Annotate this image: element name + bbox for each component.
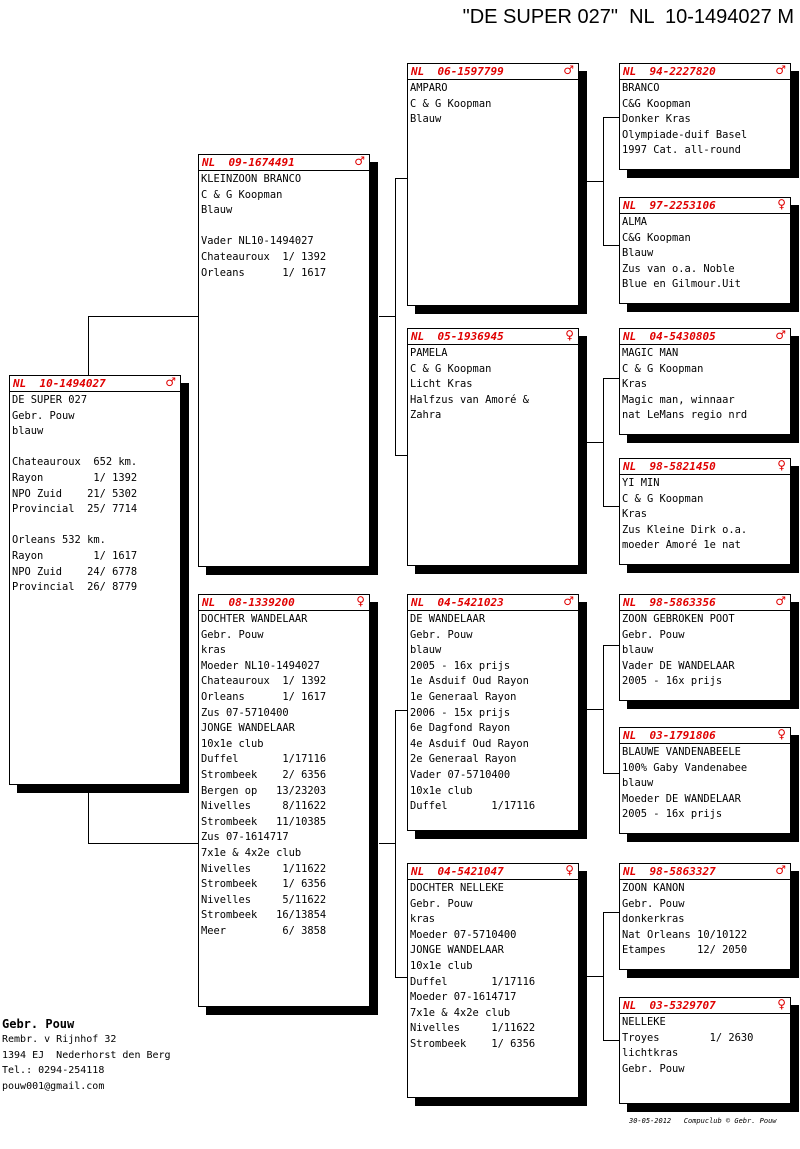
connector-line — [603, 645, 620, 646]
pigeon-info-line: Blauw — [201, 204, 233, 217]
connector-line — [603, 378, 620, 379]
ring-number: NL 03-1791806 — [623, 729, 716, 742]
card-body — [620, 475, 790, 554]
male-symbol-icon: ♂ — [775, 863, 786, 877]
pigeon-info-line: Strombeek 11/10385 — [201, 815, 327, 828]
pigeon-info-line: 6e Dagfond Rayon — [410, 722, 511, 735]
pigeon-info-line: Troyes 1/ 2630 — [622, 1031, 754, 1044]
female-symbol-icon: ♀ — [565, 328, 574, 342]
connector-line — [603, 1040, 620, 1041]
card-body — [620, 80, 790, 159]
male-symbol-icon: ♂ — [775, 328, 786, 342]
connector-line — [88, 316, 200, 317]
connector-line — [88, 843, 200, 844]
pigeon-info-line: PAMELA — [410, 347, 448, 359]
pigeon-info-line: donkerkras — [622, 913, 685, 926]
pigeon-info-line: DE WANDELAAR — [410, 613, 486, 625]
footer-credit: 30-05-2012 Compuclub © Gebr. Pouw — [629, 1117, 777, 1125]
pigeon-info-line: Donker Kras — [622, 113, 691, 126]
pigeon-info-line: Meer 6/ 3858 — [201, 924, 327, 937]
pigeon-info-line: Nivelles 1/11622 — [201, 862, 327, 875]
card-header — [199, 595, 369, 611]
pigeon-info-line: kras — [410, 913, 436, 926]
ring-number: NL 10-1494027 — [13, 377, 106, 390]
pigeon-info-line: Orleans 532 km. — [12, 534, 106, 547]
pigeon-info-line: Gebr. Pouw — [622, 1062, 685, 1075]
card-body — [408, 345, 578, 424]
pedigree-card-dam-sire-dam — [619, 727, 791, 834]
pedigree-title: "DE SUPER 027" NL 10-1494027 M — [462, 6, 794, 28]
pigeon-info-line: Chateauroux 652 km. — [12, 456, 138, 469]
pigeon-info-line: Gebr. Pouw — [622, 897, 685, 910]
ring-number: NL 05-1936945 — [411, 330, 504, 343]
pigeon-info-line: Rayon 1/ 1392 — [12, 471, 138, 484]
pigeon-info-line: Vader DE WANDELAAR — [622, 659, 735, 672]
pedigree-card-sire — [198, 154, 370, 567]
pigeon-info-line: kras — [201, 644, 227, 657]
male-symbol-icon: ♂ — [354, 154, 365, 168]
connector-line — [603, 117, 604, 245]
pigeon-info-line: Bergen op 13/23203 — [201, 784, 327, 797]
pigeon-info-line: 2005 - 16x prijs — [622, 675, 723, 688]
card-header — [620, 64, 790, 80]
male-symbol-icon: ♂ — [775, 594, 786, 608]
connector-line — [603, 117, 620, 118]
pigeon-info-line: ZOON GEBROKEN POOT — [622, 613, 735, 625]
pigeon-info-line: NELLEKE — [622, 1016, 666, 1028]
pedigree-card-dam — [198, 594, 370, 1007]
female-symbol-icon: ♀ — [777, 458, 786, 472]
pigeon-info-line: C & G Koopman — [622, 492, 704, 505]
pigeon-info-line: Strombeek 16/13854 — [201, 909, 327, 922]
ring-number: NL 04-5430805 — [623, 330, 716, 343]
pedigree-card-sire-sire-dam — [619, 197, 791, 304]
card-body — [199, 611, 369, 939]
connector-line — [603, 912, 620, 913]
connector-line — [603, 378, 604, 506]
connector-line — [395, 178, 396, 455]
ring-number: NL 04-5421023 — [411, 596, 504, 609]
pigeon-info-line: Provincial 25/ 7714 — [12, 503, 138, 516]
pigeon-info-line: Moeder DE WANDELAAR — [622, 792, 741, 805]
pigeon-info-line: Moeder 07-1614717 — [410, 991, 517, 1004]
pigeon-info-line: DOCHTER NELLEKE — [410, 882, 504, 894]
pigeon-info-line: Moeder 07-5710400 — [410, 928, 517, 941]
pigeon-info-line: nat LeMans regio nrd — [622, 409, 748, 422]
pigeon-info-line: Halfzus van Amoré & — [410, 393, 529, 406]
pigeon-info-line: DOCHTER WANDELAAR — [201, 613, 308, 625]
pigeon-info-line: Vader 07-5710400 — [410, 768, 511, 781]
pigeon-info-line: 10x1e club — [201, 737, 264, 750]
pedigree-card-dam-dam-sire — [619, 863, 791, 970]
male-symbol-icon: ♂ — [563, 594, 574, 608]
pigeon-info-line: Orleans 1/ 1617 — [201, 690, 327, 703]
pigeon-info-line: Duffel 1/17116 — [410, 800, 536, 813]
pigeon-info-line: NPO Zuid 24/ 6778 — [12, 565, 138, 578]
card-body — [620, 880, 790, 959]
pigeon-info-line: Zus 07-1614717 — [201, 831, 289, 844]
card-header — [10, 376, 180, 392]
pigeon-info-line: Orleans 1/ 1617 — [201, 266, 327, 279]
pigeon-info-line: blauw — [622, 644, 654, 657]
pigeon-info-line: Zus Kleine Dirk o.a. — [622, 523, 748, 536]
pigeon-info-line: Blauw — [622, 247, 654, 260]
pedigree-card-dam-sire-sire — [619, 594, 791, 701]
pigeon-info-line: Gebr. Pouw — [12, 409, 75, 422]
connector-line — [603, 912, 604, 1040]
pigeon-info-line: ALMA — [622, 216, 648, 228]
connector-line — [603, 506, 620, 507]
pigeon-info-line: Strombeek 1/ 6356 — [410, 1037, 536, 1050]
ring-number: NL 98-5863356 — [623, 596, 716, 609]
pigeon-info-line: MAGIC MAN — [622, 347, 679, 359]
card-body — [620, 345, 790, 424]
pigeon-info-line: 10x1e club — [410, 959, 473, 972]
pigeon-info-line: C&G Koopman — [622, 97, 691, 110]
pigeon-info-line: C & G Koopman — [410, 97, 492, 110]
pigeon-info-line: C & G Koopman — [622, 362, 704, 375]
pedigree-card-sire-sire — [407, 63, 579, 306]
card-header — [620, 329, 790, 345]
female-symbol-icon: ♀ — [777, 197, 786, 211]
ring-number: NL 98-5821450 — [623, 460, 716, 473]
pigeon-info-line: Zahra — [410, 409, 442, 422]
female-symbol-icon: ♀ — [777, 727, 786, 741]
pigeon-info-line: C & G Koopman — [410, 362, 492, 375]
pigeon-info-line — [12, 440, 178, 456]
pigeon-info-line: 2005 - 16x prijs — [622, 808, 723, 821]
pigeon-info-line: C&G Koopman — [622, 231, 691, 244]
pigeon-info-line: Gebr. Pouw — [410, 628, 473, 641]
card-header — [620, 998, 790, 1014]
pedigree-card-sire-dam-dam — [619, 458, 791, 565]
pigeon-info-line: Nat Orleans 10/10122 — [622, 928, 748, 941]
pigeon-info-line: blauw — [12, 425, 44, 438]
card-body — [408, 880, 578, 1053]
card-header — [620, 728, 790, 744]
male-symbol-icon: ♂ — [563, 63, 574, 77]
pedigree-card-sire-sire-sire — [619, 63, 791, 170]
ring-number: NL 04-5421047 — [411, 865, 504, 878]
pigeon-info-line: AMPARO — [410, 82, 448, 94]
pigeon-info-line: 10x1e club — [410, 784, 473, 797]
pigeon-info-line: YI MIN — [622, 477, 660, 489]
card-header — [620, 459, 790, 475]
ring-number: NL 97-2253106 — [623, 199, 716, 212]
pigeon-info-line: blauw — [622, 777, 654, 790]
pigeon-info-line: Zus 07-5710400 — [201, 706, 289, 719]
card-header — [408, 64, 578, 80]
pigeon-info-line: Gebr. Pouw — [622, 628, 685, 641]
owner-address-street: Rembr. v Rijnhof 32 — [2, 1034, 117, 1045]
female-symbol-icon: ♀ — [565, 863, 574, 877]
pigeon-info-line: Nivelles 1/11622 — [410, 1022, 536, 1035]
pigeon-info-line: Licht Kras — [410, 378, 473, 391]
card-header — [408, 329, 578, 345]
male-symbol-icon: ♂ — [165, 375, 176, 389]
pigeon-info-line — [12, 518, 178, 534]
pigeon-info-line: JONGE WANDELAAR — [410, 944, 504, 957]
ring-number: NL 09-1674491 — [202, 156, 295, 169]
female-symbol-icon: ♀ — [777, 997, 786, 1011]
pigeon-info-line: 7x1e & 4x2e club — [201, 846, 302, 859]
card-header — [620, 864, 790, 880]
male-symbol-icon: ♂ — [775, 63, 786, 77]
pigeon-info-line: Magic man, winnaar — [622, 393, 735, 406]
pigeon-info-line: Chateauroux 1/ 1392 — [201, 250, 327, 263]
pigeon-info-line: Strombeek 1/ 6356 — [201, 878, 327, 891]
pigeon-info-line: lichtkras — [622, 1047, 679, 1060]
connector-line — [379, 843, 395, 844]
pigeon-info-line: C & G Koopman — [201, 188, 283, 201]
card-header — [199, 155, 369, 171]
card-body — [408, 80, 578, 128]
pigeon-info-line: 2e Generaal Rayon — [410, 753, 517, 766]
pigeon-info-line: Rayon 1/ 1617 — [12, 549, 138, 562]
connector-line — [379, 316, 395, 317]
connector-line — [587, 709, 603, 710]
card-body — [620, 611, 790, 690]
connector-line — [603, 773, 620, 774]
card-body — [10, 392, 180, 596]
pigeon-info-line: Moeder NL10-1494027 — [201, 659, 320, 672]
card-body — [408, 611, 578, 815]
female-symbol-icon: ♀ — [356, 594, 365, 608]
pedigree-card-subject — [9, 375, 181, 785]
pigeon-info-line: 1e Generaal Rayon — [410, 690, 517, 703]
pigeon-info-line: ZOON KANON — [622, 882, 685, 894]
owner-address-city: 1394 EJ Nederhorst den Berg — [2, 1049, 171, 1061]
ring-number: NL 03-5329707 — [623, 999, 716, 1012]
pigeon-info-line: Blauw — [410, 113, 442, 126]
owner-name: Gebr. Pouw — [2, 1017, 75, 1031]
pigeon-info-line: blauw — [410, 644, 442, 657]
pigeon-info-line: KLEINZOON BRANCO — [201, 173, 302, 185]
card-header — [408, 595, 578, 611]
pigeon-info-line: Vader NL10-1494027 — [201, 235, 314, 248]
pigeon-info-line: Gebr. Pouw — [201, 628, 264, 641]
owner-phone: Tel.: 0294-254118 — [2, 1065, 105, 1077]
pigeon-info-line: Gebr. Pouw — [410, 897, 473, 910]
ring-number: NL 98-5863327 — [623, 865, 716, 878]
card-body — [620, 744, 790, 823]
ring-number: NL 06-1597799 — [411, 65, 504, 78]
pigeon-info-line — [201, 219, 367, 235]
connector-line — [603, 245, 620, 246]
pigeon-info-line: 2006 - 15x prijs — [410, 706, 511, 719]
ring-number: NL 08-1339200 — [202, 596, 295, 609]
pedigree-card-dam-dam — [407, 863, 579, 1098]
pigeon-info-line: DE SUPER 027 — [12, 394, 88, 406]
pigeon-info-line: 1997 Cat. all-round — [622, 144, 741, 157]
card-body — [199, 171, 369, 281]
pigeon-info-line: Nivelles 8/11622 — [201, 800, 327, 813]
pigeon-info-line: Etampes 12/ 2050 — [622, 944, 748, 957]
pedigree-card-sire-dam-sire — [619, 328, 791, 435]
pigeon-info-line: JONGE WANDELAAR — [201, 722, 295, 735]
pedigree-card-sire-dam — [407, 328, 579, 566]
pigeon-info-line: Kras — [622, 378, 648, 391]
connector-line — [395, 710, 396, 977]
pigeon-info-line: Duffel 1/17116 — [410, 975, 536, 988]
pigeon-info-line: Duffel 1/17116 — [201, 753, 327, 766]
pigeon-info-line: 100% Gaby Vandenabee — [622, 761, 748, 774]
connector-line — [587, 976, 603, 977]
pigeon-info-line: Chateauroux 1/ 1392 — [201, 675, 327, 688]
owner-email: pouw001@gmail.com — [2, 1080, 105, 1092]
pedigree-card-dam-sire — [407, 594, 579, 831]
connector-line — [587, 181, 603, 182]
card-body — [620, 1014, 790, 1077]
pigeon-info-line: Nivelles 5/11622 — [201, 893, 327, 906]
pigeon-info-line: Kras — [622, 508, 648, 521]
card-header — [408, 864, 578, 880]
pigeon-info-line: Strombeek 2/ 6356 — [201, 768, 327, 781]
pigeon-info-line: moeder Amoré 1e nat — [622, 539, 741, 552]
pigeon-info-line: 2005 - 16x prijs — [410, 659, 511, 672]
pigeon-info-line: BLAUWE VANDENABEELE — [622, 746, 741, 758]
connector-line — [587, 442, 603, 443]
pigeon-info-line: 7x1e & 4x2e club — [410, 1006, 511, 1019]
pedigree-card-dam-dam-dam — [619, 997, 791, 1104]
pigeon-info-line: Olympiade-duif Basel — [622, 128, 748, 141]
owner-info — [2, 1016, 171, 1094]
pigeon-info-line: BRANCO — [622, 82, 660, 94]
card-body — [620, 214, 790, 293]
pigeon-info-line: NPO Zuid 21/ 5302 — [12, 487, 138, 500]
card-header — [620, 595, 790, 611]
connector-line — [603, 645, 604, 773]
pigeon-info-line: 4e Asduif Oud Rayon — [410, 737, 529, 750]
pigeon-info-line: Zus van o.a. Noble — [622, 262, 735, 275]
pigeon-info-line: Blue en Gilmour.Uit — [622, 278, 741, 291]
pigeon-info-line: Provincial 26/ 8779 — [12, 581, 138, 594]
card-header — [620, 198, 790, 214]
pigeon-info-line: 1e Asduif Oud Rayon — [410, 675, 529, 688]
ring-number: NL 94-2227820 — [623, 65, 716, 78]
